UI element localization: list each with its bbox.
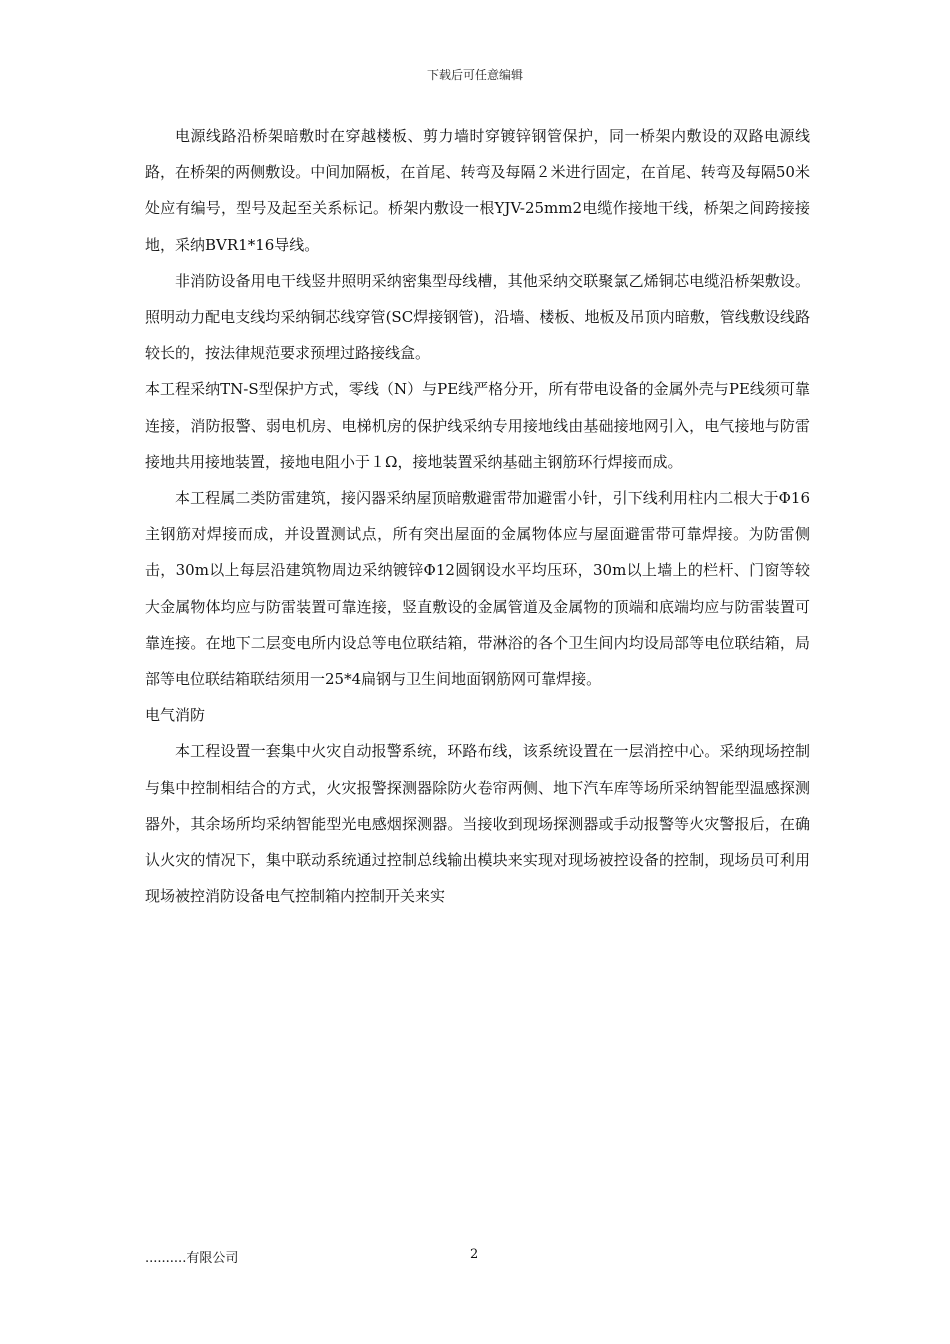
- paragraph-grounding: 本工程采纳TN-S型保护方式，零线（N）与PE线严格分开，所有带电设备的金属外壳与PE线须可靠连接，消防报警、弱电机房、电梯机房的保护线采纳专用接地线由基础接地网引入，电气接地与防雷接地共用接地装置，接地电阻小于１Ω，接地装置采纳基础主钢筋环行焊接而成。: [145, 380, 810, 471]
- section-heading-fire-electrical: 电气消防: [145, 706, 206, 725]
- page-header: 下载后可任意编辑: [426, 68, 523, 82]
- document-body: [145, 118, 810, 914]
- page-number: 2: [470, 1247, 479, 1262]
- paragraph-busway: 非消防设备用电干线竖井照明采纳密集型母线槽，其他采纳交联聚氯乙烯铜芯电缆沿桥架敷设。照明动力配电支线均采纳铜芯线穿管(SC焊接钢管)，沿墙、楼板、地板及吊顶内暗敷，管线敷设线路较长的，按法律规范要求预埋过路接线盒。: [145, 271, 810, 363]
- paragraph-cable-tray: 电源线路沿桥架暗敷时在穿越楼板、剪力墙时穿镀锌钢管保护，同一桥架内敷设的双路电源线路，在桥架的两侧敷设。中间加隔板，在首尾、转弯及每隔２米进行固定，在首尾、转弯及每隔50米处应有编号，型号及起至关系标记。桥架内敷设一根YJV-25mm2电缆作接地干线，桥架之间跨接接地，采纳BVR1*16导线。: [145, 127, 810, 254]
- paragraph-lightning-protection: 本工程属二类防雷建筑，接闪器采纳屋顶暗敷避雷带加避雷小针，引下线利用柱内二根大于Φ16主钢筋对焊接而成，并设置测试点，所有突出屋面的金属物体应与屋面避雷带可靠焊接。为防雷侧击，30m以上每层沿建筑物周边采纳镀锌Φ12圆钢设水平均压环，30m以上墙上的栏杆、门窗等较大金属物体均应与防雷装置可靠连接，竖直敷设的金属管道及金属物的顶端和底端均应与防雷装置可靠连接。在地下二层变电所内设总等电位联结箱，带淋浴的各个卫生间内均设局部等电位联结箱，局部等电位联结箱联结须用一25*4扁钢与卫生间地面钢筋网可靠焊接。: [145, 489, 810, 689]
- footer-company: ..........有限公司: [145, 1251, 239, 1266]
- paragraph-fire-alarm: 本工程设置一套集中火灾自动报警系统，环路布线，该系统设置在一层消控中心。采纳现场控制与集中控制相结合的方式，火灾报警探测器除防火卷帘两侧、地下汽车库等场所采纳智能型温感探测器外，其余场所均采纳智能型光电感烟探测器。当接收到现场探测器或手动报警等火灾警报后，在确认火灾的情况下，集中联动系统通过控制总线输出模块来实现对现场被控设备的控制，现场员可利用现场被控消防设备电气控制箱内控制开关来实: [145, 742, 810, 906]
